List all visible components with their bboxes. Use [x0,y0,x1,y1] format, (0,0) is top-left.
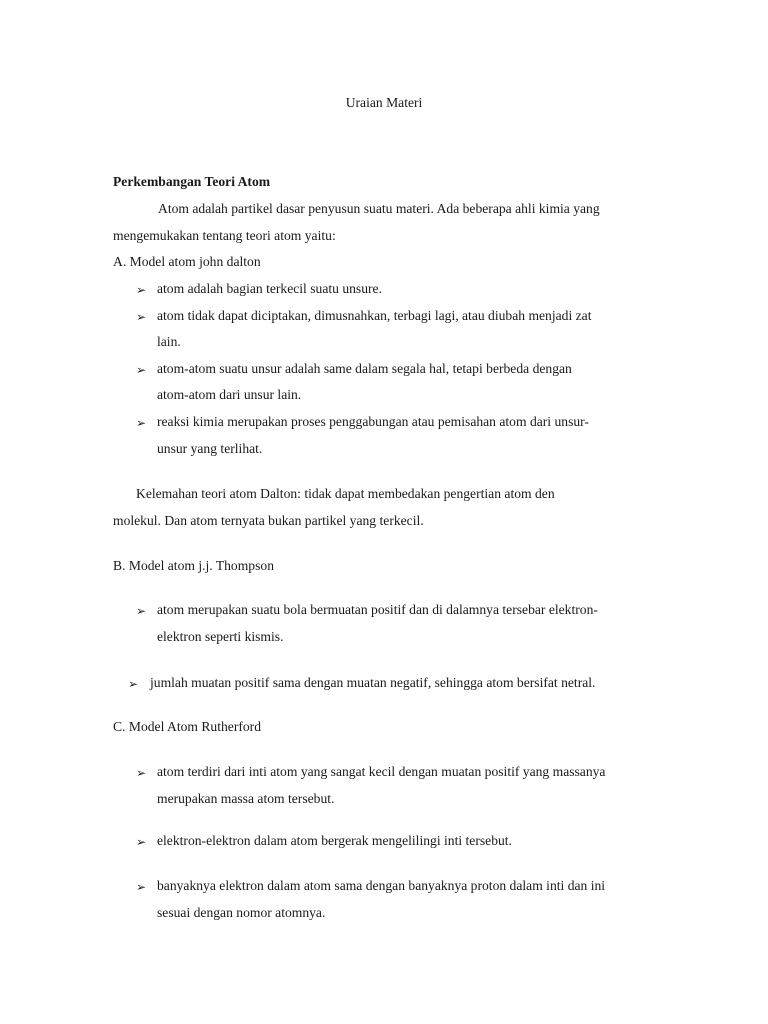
section-b-title: B. Model atom j.j. Thompson [113,558,274,573]
list-item: atom merupakan suatu bola bermuatan positif dan di dalamnya tersebar elektron- [157,602,598,617]
weakness-line-1: Kelemahan teori atom Dalton: tidak dapat membedakan pengertian atom den [136,486,555,501]
list-item: reaksi kimia merupakan proses penggabungan atau pemisahan atom dari unsur- [157,414,589,429]
intro-line-2: mengemukakan tentang teori atom yaitu: [113,228,336,243]
list-item-continuation: sesuai dengan nomor atomnya. [157,905,326,920]
list-item: jumlah muatan positif sama dengan muatan negatif, sehingga atom bersifat netral. [150,675,596,690]
list-item-continuation: atom-atom dari unsur lain. [157,387,302,402]
arrow-bullet-icon: ➢ [128,677,139,691]
arrow-bullet-icon: ➢ [136,880,147,894]
list-item: atom tidak dapat diciptakan, dimusnahkan, terbagi lagi, atau diubah menjadi zat [157,308,592,323]
list-item: atom-atom suatu unsur adalah same dalam segala hal, tetapi berbeda dengan [157,361,572,376]
arrow-bullet-icon: ➢ [136,604,147,618]
section-heading: Perkembangan Teori Atom [113,174,271,189]
list-item: banyaknya elektron dalam atom sama dengan banyaknya proton dalam inti dan ini [157,878,606,893]
arrow-bullet-icon: ➢ [136,310,147,324]
list-item-continuation: elektron seperti kismis. [157,629,284,644]
list-item: atom adalah bagian terkecil suatu unsure. [157,281,382,296]
list-item-continuation: unsur yang terlihat. [157,441,263,456]
section-c-title: C. Model Atom Rutherford [113,719,262,734]
list-item-continuation: lain. [157,334,181,349]
arrow-bullet-icon: ➢ [136,835,147,849]
arrow-bullet-icon: ➢ [136,766,147,780]
list-item: elektron-elektron dalam atom bergerak mengelilingi inti tersebut. [157,833,512,848]
section-a-title: A. Model atom john dalton [113,254,261,269]
weakness-line-2: molekul. Dan atom ternyata bukan partikel yang terkecil. [113,513,424,528]
intro-line-1: Atom adalah partikel dasar penyusun suatu materi. Ada beberapa ahli kimia yang [158,201,600,216]
arrow-bullet-icon: ➢ [136,283,147,297]
list-item-continuation: merupakan massa atom tersebut. [157,791,335,806]
arrow-bullet-icon: ➢ [136,416,147,430]
arrow-bullet-icon: ➢ [136,363,147,377]
list-item: atom terdiri dari inti atom yang sangat kecil dengan muatan positif yang massanya [157,764,606,779]
page-title: Uraian Materi [345,95,423,110]
